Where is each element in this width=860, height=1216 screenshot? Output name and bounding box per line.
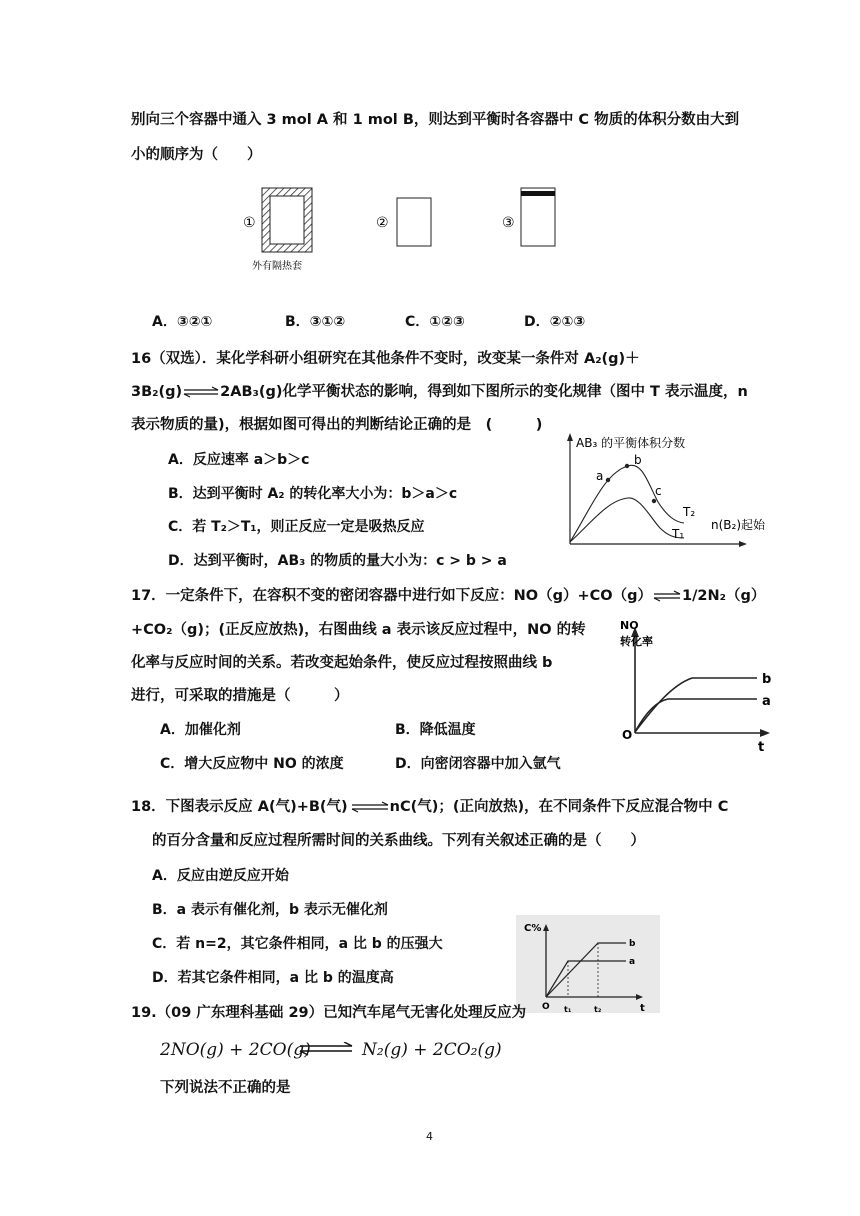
- q17-x-label: t: [758, 740, 765, 755]
- equilibrium-arrow-icon: [298, 1042, 354, 1056]
- q17-label-b: b: [762, 672, 772, 687]
- q18-option-d: D．若其它条件相同，a 比 b 的温度高: [152, 970, 394, 986]
- q17-line-2: +CO₂（g)；(正反应放热)，右图曲线 a 表示该反应过程中，NO 的转: [131, 622, 586, 638]
- q17-chart: [612, 615, 782, 755]
- q16-chart: [560, 430, 790, 552]
- q17-option-a: A．加催化剂: [160, 722, 241, 738]
- q16-x-label: n(B₂)起始: [711, 518, 766, 532]
- q15-line-2: 小的顺序为（ ）: [131, 147, 262, 163]
- q18-x-label: t: [640, 1003, 645, 1013]
- container-1-label: ①: [243, 215, 256, 231]
- q17-origin: O: [622, 728, 633, 742]
- q16-option-c: C．若 T₂＞T₁，则正反应一定是吸热反应: [168, 519, 425, 535]
- q16-label-t1: T₁: [672, 527, 685, 541]
- q15-container-figure: [240, 182, 570, 278]
- q17-line-1a: 17．一定条件下，在容积不变的密闭容器中进行如下反应：NO（g）+CO（g）: [131, 588, 653, 604]
- q18-y-label: C%: [524, 923, 542, 934]
- q16-y-label: AB₃ 的平衡体积分数: [576, 436, 686, 450]
- q19-equation-right: N₂(g) + 2CO₂(g): [362, 1040, 502, 1060]
- q16-label-b: b: [634, 453, 642, 467]
- q16-label-t2: T₂: [683, 505, 696, 519]
- insulation-caption: 外有隔热套: [252, 261, 302, 272]
- container-2-label: ②: [376, 215, 389, 231]
- q17-y-label-2: 转化率: [620, 635, 653, 648]
- q19-equation-left: 2NO(g) + 2CO(g): [160, 1040, 311, 1060]
- page-number: 4: [426, 1130, 433, 1143]
- q18-line-1b: nC(气)；(正向放热)，在不同条件下反应混合物中 C: [389, 799, 729, 815]
- q17-option-d: D．向密闭容器中加入氩气: [395, 756, 561, 772]
- curve-t1: [570, 498, 684, 542]
- q18-label-b: b: [629, 939, 636, 949]
- equilibrium-arrow-icon: [348, 801, 390, 813]
- curve-a: [635, 699, 757, 732]
- q18-option-a: A．反应由逆反应开始: [152, 868, 289, 884]
- q15-option-c: C．①②③: [405, 314, 465, 330]
- q16-line-2a: 3B₂(g): [131, 384, 183, 400]
- q18-t2: t₂: [594, 1005, 602, 1013]
- q16-option-b: B．达到平衡时 A₂ 的转化率大小为：b＞a＞c: [168, 486, 458, 502]
- curve-b: [635, 678, 757, 732]
- q17-line-4: 进行，可采取的措施是（ ）: [131, 688, 349, 704]
- point-c: [652, 499, 656, 503]
- curve-t2: [570, 465, 684, 542]
- q18-origin: O: [542, 1002, 550, 1012]
- q19-line-2: 下列说法不正确的是: [160, 1080, 291, 1096]
- q16-label-c: c: [655, 484, 662, 498]
- q17-line-1b: 1/2N₂（g）: [682, 588, 766, 604]
- equilibrium-arrow-icon: [652, 590, 682, 602]
- q18-option-c: C．若 n=2，其它条件相同，a 比 b 的压强大: [152, 936, 443, 952]
- point-a: [606, 478, 610, 482]
- piston-icon: [521, 191, 555, 196]
- q16-option-a: A．反应速率 a＞b＞c: [168, 452, 310, 468]
- q18-line-1a: 18．下图表示反应 A(气)+B(气): [131, 799, 348, 815]
- q18-label-a: a: [629, 957, 636, 967]
- q18-option-b: B．a 表示有催化剂，b 表示无催化剂: [152, 902, 388, 918]
- q18-t1: t₁: [564, 1005, 572, 1013]
- q15-option-a: A．③②①: [152, 314, 213, 330]
- q16-label-a: a: [596, 469, 604, 483]
- q17-option-b: B．降低温度: [395, 722, 476, 738]
- q16-option-d: D．达到平衡时，AB₃ 的物质的量大小为：c > b > a: [168, 553, 507, 569]
- q19-line-1: 19.（09 广东理科基础 29）已知汽车尾气无害化处理反应为: [131, 1005, 527, 1021]
- q17-y-label-1: NO: [620, 619, 639, 632]
- equilibrium-arrow-icon: [182, 386, 220, 398]
- q17-option-c: C．增大反应物中 NO 的浓度: [160, 756, 344, 772]
- q15-option-d: D．②①③: [524, 314, 586, 330]
- container-2: [397, 198, 431, 246]
- container-3-piston: [521, 188, 555, 246]
- q15-option-b: B．③①②: [285, 314, 346, 330]
- q15-line-1: 别向三个容器中通入 3 mol A 和 1 mol B，则达到平衡时各容器中 C 物质的体积分数由大到: [131, 112, 740, 128]
- q18-line-2: 的百分含量和反应过程所需时间的关系曲线。下列有关叙述正确的是（ ）: [152, 833, 645, 849]
- q16-line-3: 表示物质的量)，根据如图可得出的判断结论正确的是 ( ): [131, 417, 543, 433]
- q18-chart: [516, 915, 660, 1013]
- q16-line-2b: 2AB₃(g)化学平衡状态的影响，得到如下图所示的变化规律（图中 T 表示温度，n: [220, 384, 748, 400]
- point-b: [625, 464, 629, 468]
- q16-line-1: 16（双选）．某化学科研小组研究在其他条件不变时，改变某一条件对 A₂(g)＋: [131, 351, 640, 367]
- q17-label-a: a: [762, 694, 771, 709]
- container-3-label: ③: [502, 215, 515, 231]
- q17-line-3: 化率与反应时间的关系。若改变起始条件，使反应过程按照曲线 b: [131, 655, 553, 671]
